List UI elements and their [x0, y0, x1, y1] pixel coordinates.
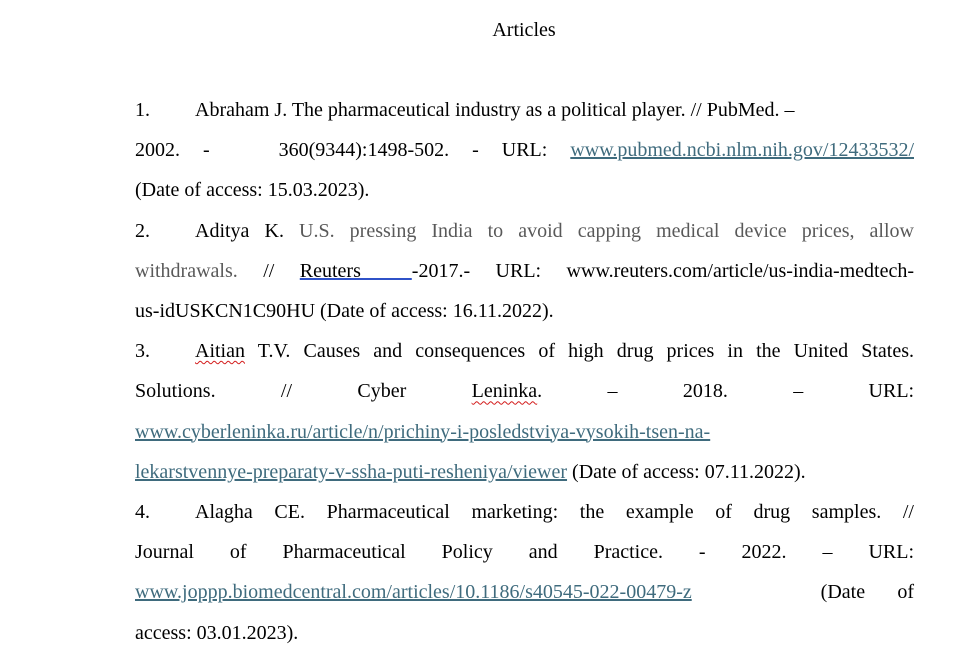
reference-text: (Date of access: 07.11.2022). [567, 460, 806, 483]
reference-url-link[interactable]: www.pubmed.ncbi.nlm.nih.gov/12433532/ [570, 139, 914, 162]
reference-url-link[interactable]: www.joppp.biomedcentral.com/articles/10.1186/s40545-022-00479-z [135, 581, 692, 604]
reference-text: (Date of [691, 581, 914, 604]
reference-author: Abraham J. [195, 99, 288, 121]
reference-text: (Date of access: 15.03.2023). [135, 179, 370, 202]
reference-line [135, 331, 914, 371]
reference-word: – [793, 380, 804, 403]
reference-item-3 [135, 331, 914, 492]
reference-word [472, 380, 543, 402]
reference-item-4 [135, 492, 914, 653]
reference-word: 2018. [682, 380, 728, 403]
reference-line [135, 412, 914, 452]
reference-source: Reuters [299, 259, 412, 282]
reference-word: – [607, 380, 618, 403]
reference-punct: . [537, 380, 543, 403]
reference-line [135, 492, 914, 532]
reference-word: // [280, 380, 293, 403]
reference-line [135, 211, 914, 251]
reference-text: Pharmaceutical marketing: the example of drug samples. // [304, 501, 914, 524]
reference-author: Aditya K. [195, 219, 284, 242]
reference-author-surname: Aitian [195, 340, 245, 363]
reference-number: 1. [135, 99, 150, 121]
reference-text: access: 03.01.2023). [135, 621, 299, 644]
reference-line [135, 251, 914, 291]
reference-line [135, 130, 914, 170]
reference-text: 2002. - 360(9344):1498-502. - URL: [135, 139, 571, 162]
reference-number: 2. [135, 219, 150, 242]
reference-word: URL: [868, 380, 915, 403]
reference-item-1 [135, 90, 914, 211]
reference-text: The pharmaceutical industry as a political player. // PubMed. – [287, 99, 795, 121]
reference-word: Solutions. [135, 380, 216, 403]
reference-source: Leninka [471, 380, 538, 403]
reference-line [135, 90, 914, 130]
reference-line [135, 532, 914, 572]
reference-line [135, 371, 914, 411]
reference-title: U.S. pressing India to avoid capping medical device prices, allow [283, 219, 914, 242]
reference-line [135, 170, 914, 210]
reference-list [135, 90, 914, 653]
reference-number: 4. [135, 501, 150, 524]
reference-text: // [237, 259, 300, 282]
reference-text: T.V. Causes and consequences of high drug prices in the United States. [245, 340, 914, 363]
reference-number: 3. [135, 340, 150, 363]
reference-text: -2017.- URL: www.reuters.com/article/us-india-medtech- [411, 259, 915, 282]
reference-title: withdrawals. [135, 259, 238, 282]
reference-line [135, 291, 914, 331]
reference-word: Cyber [357, 380, 407, 403]
reference-url-link[interactable]: www.cyberleninka.ru/article/n/prichiny-i-posledstviya-vysokih-tsen-na- [135, 420, 711, 443]
reference-line [135, 613, 914, 653]
page-title: Articles [492, 19, 556, 41]
reference-item-2 [135, 211, 914, 332]
reference-text: Journal of Pharmaceutical Policy and Practice. - 2022. – URL: [135, 541, 914, 564]
reference-line [135, 572, 914, 612]
reference-line [135, 452, 914, 492]
reference-author: Alagha CE. [195, 501, 305, 524]
reference-text: us-idUSKCN1C90HU (Date of access: 16.11.2022). [135, 300, 554, 323]
reference-url-link[interactable]: lekarstvennye-preparaty-v-ssha-puti-resheniya/viewer [135, 460, 568, 483]
